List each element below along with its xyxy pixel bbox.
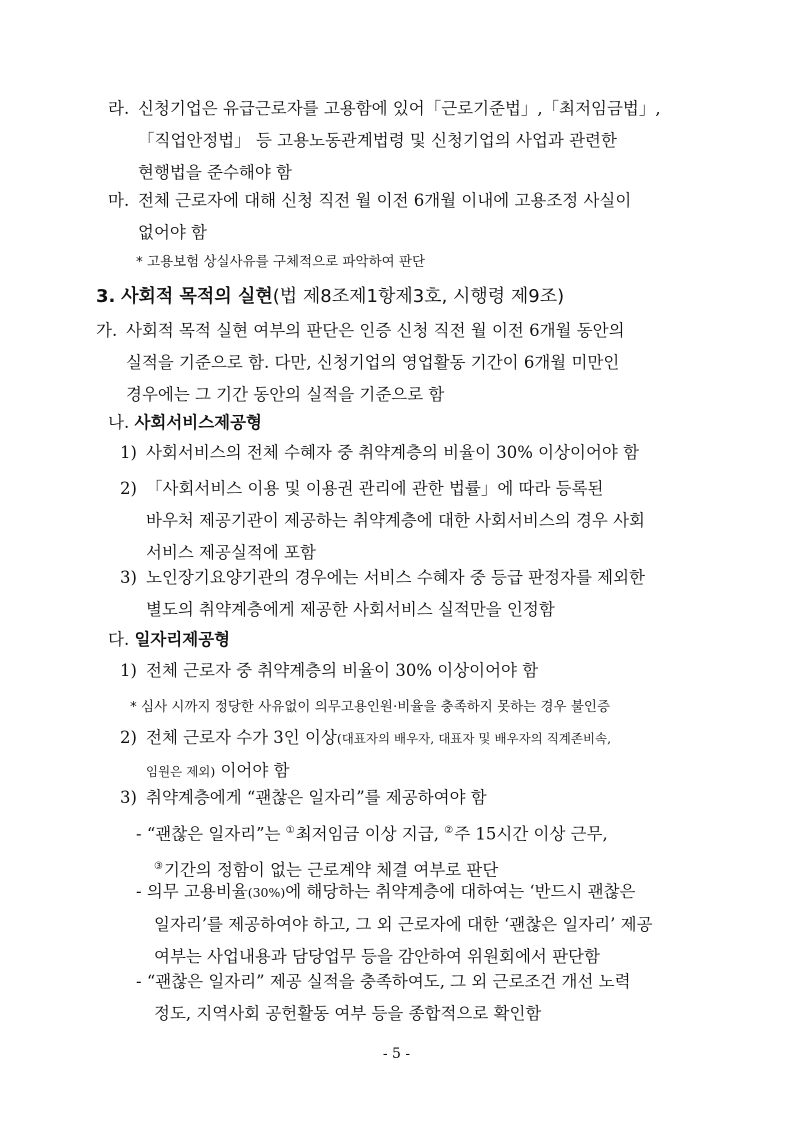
na-item-2-line-2: 바우처 제공기관이 제공하는 취약계층에 대한 사회서비스의 경우 사회 bbox=[146, 511, 645, 530]
item-ra-line-1: 신청기업은 유급근로자를 고용함에 있어「근로기준법」,「최저임금법」, bbox=[138, 99, 661, 118]
item-ma-line-1: 전체 근로자에 대해 신청 직전 월 이전 6개월 이내에 고용조정 사실이 bbox=[138, 191, 632, 210]
da-bullet-1-line-2: ③기간의 정함이 없는 근로계약 체결 여부로 판단 bbox=[154, 860, 499, 879]
da-item-2-tail: 이어야 함 bbox=[215, 761, 290, 780]
item-ga-text bbox=[126, 315, 625, 411]
na-item-2-text bbox=[146, 473, 645, 569]
da-item-2-paren: (대표자의 배우자, 대표자 및 배우자의 직계존비속, bbox=[336, 731, 612, 746]
na-item-2-line-1: 「사회서비스 이용 및 이용권 관리에 관한 법률」에 따라 등록된 bbox=[146, 479, 604, 498]
item-ra-text bbox=[138, 93, 661, 189]
da-bullet-2 bbox=[136, 876, 653, 973]
item-ra bbox=[108, 93, 129, 125]
circled-1: ① bbox=[285, 825, 295, 836]
da-item-2-text bbox=[146, 722, 611, 788]
page-number: - 5 - bbox=[382, 1046, 411, 1062]
da-item-3-marker: 3) bbox=[120, 788, 137, 807]
item-da-heading bbox=[108, 626, 230, 650]
da-bullet-3-line-2: 정도, 지역사회 공헌활동 여부 등을 종합적으로 확인함 bbox=[154, 1004, 542, 1023]
na-item-3-text bbox=[146, 562, 645, 626]
item-da-marker: 다. bbox=[108, 630, 130, 649]
da-item-2-line-1 bbox=[146, 722, 611, 755]
da-bullet-2-line-3: 여부는 사업내용과 담당업무 등을 감안하여 위원회에서 판단함 bbox=[154, 947, 600, 966]
item-na-title: 사회서비스제공형 bbox=[134, 413, 262, 432]
section-3-title: 사회적 목적의 실현 bbox=[121, 286, 273, 307]
circled-2: ② bbox=[444, 825, 454, 836]
na-item-2-marker: 2) bbox=[120, 479, 137, 498]
da-item-1 bbox=[120, 655, 137, 687]
item-ga-line-3: 경우에는 그 기간 동안의 실적을 기준으로 함 bbox=[126, 385, 445, 404]
item-ma-line-2: 없어야 함 bbox=[138, 223, 208, 242]
item-ga-line-1: 사회적 목적 실현 여부의 판단은 인증 신청 직전 월 이전 6개월 동안의 bbox=[126, 321, 625, 340]
item-ma bbox=[108, 185, 129, 217]
na-item-3 bbox=[120, 562, 137, 594]
section-3-number: 3. bbox=[96, 286, 116, 307]
item-ga-marker: 가. bbox=[96, 321, 118, 340]
da-item-2 bbox=[120, 722, 137, 754]
da-bullet-3 bbox=[136, 966, 631, 1030]
da-bullet-3-line-1: - “괜찮은 일자리” 제공 실적을 충족하여도, 그 외 근로조건 개선 노력 bbox=[136, 972, 631, 991]
da-item-2-marker: 2) bbox=[120, 728, 137, 747]
item-na-marker: 나. bbox=[108, 413, 130, 432]
na-item-3-line-1: 노인장기요양기관의 경우에는 서비스 수혜자 중 등급 판정자를 제외한 bbox=[146, 568, 645, 587]
circled-3: ③ bbox=[154, 860, 163, 872]
da-bullet-2-line-2: 일자리’를 제공하여야 하고, 그 외 근로자에 대한 ‘괜찮은 일자리’ 제공 bbox=[154, 915, 653, 934]
item-na-heading bbox=[108, 409, 262, 433]
da-item-3-text: 취약계층에게 “괜찮은 일자리”를 제공하여야 함 bbox=[146, 788, 487, 807]
da-bullet-1-line-1: - “괜찮은 일자리”는 ①최저임금 이상 지급, ②주 15시간 이상 근무, bbox=[136, 824, 608, 844]
item-ra-line-3: 현행법을 준수해야 함 bbox=[138, 163, 292, 182]
da-item-1-marker: 1) bbox=[120, 661, 137, 680]
na-item-2 bbox=[120, 473, 137, 505]
item-da-title: 일자리제공형 bbox=[134, 630, 231, 649]
da-note-unauthorized: * 심사 시까지 정당한 사유없이 의무고용인원·비율을 충족하지 못하는 경우 불인증 bbox=[130, 699, 611, 715]
da-bullet-2-line-1: - 의무 고용비율(30%)에 해당하는 취약계층에 대하여는 ‘반드시 괜찮은 bbox=[136, 882, 636, 901]
item-ga-line-2: 실적을 기준으로 함. 다만, 신청기업의 영업활동 기간이 6개월 미만인 bbox=[126, 353, 620, 372]
na-item-1-text bbox=[146, 437, 639, 469]
da-item-2-main: 전체 근로자 수가 3인 이상 bbox=[146, 728, 337, 747]
item-ra-marker: 라. bbox=[108, 99, 130, 118]
section-3-legal: (법 제8조제1항제3호, 시행령 제9조) bbox=[272, 286, 565, 307]
note-employment-insurance: * 고용보험 상실사유를 구체적으로 파악하여 판단 bbox=[136, 254, 426, 270]
da-item-1-text: 전체 근로자 중 취약계층의 비율이 30% 이상이어야 함 bbox=[146, 661, 539, 680]
item-ra-line-2: 「직업안정법」 등 고용노동관계법령 및 신청기업의 사업과 관련한 bbox=[138, 131, 617, 150]
na-item-3-marker: 3) bbox=[120, 568, 137, 587]
item-ga bbox=[96, 315, 117, 347]
na-item-1-marker: 1) bbox=[120, 443, 137, 462]
item-ma-marker: 마. bbox=[108, 191, 130, 210]
da-item-2-paren2: 임원은 제외) bbox=[146, 764, 216, 779]
na-item-1-line-1: 사회서비스의 전체 수혜자 중 취약계층의 비율이 30% 이상이어야 함 bbox=[146, 443, 640, 462]
da-item-3 bbox=[120, 782, 137, 814]
na-item-3-line-2: 별도의 취약계층에게 제공한 사회서비스 실적만을 인정함 bbox=[146, 600, 555, 619]
item-ma-text bbox=[138, 185, 631, 249]
na-item-2-line-3: 서비스 제공실적에 포함 bbox=[146, 543, 316, 562]
na-item-1 bbox=[120, 437, 137, 469]
section-3-heading bbox=[96, 282, 564, 308]
